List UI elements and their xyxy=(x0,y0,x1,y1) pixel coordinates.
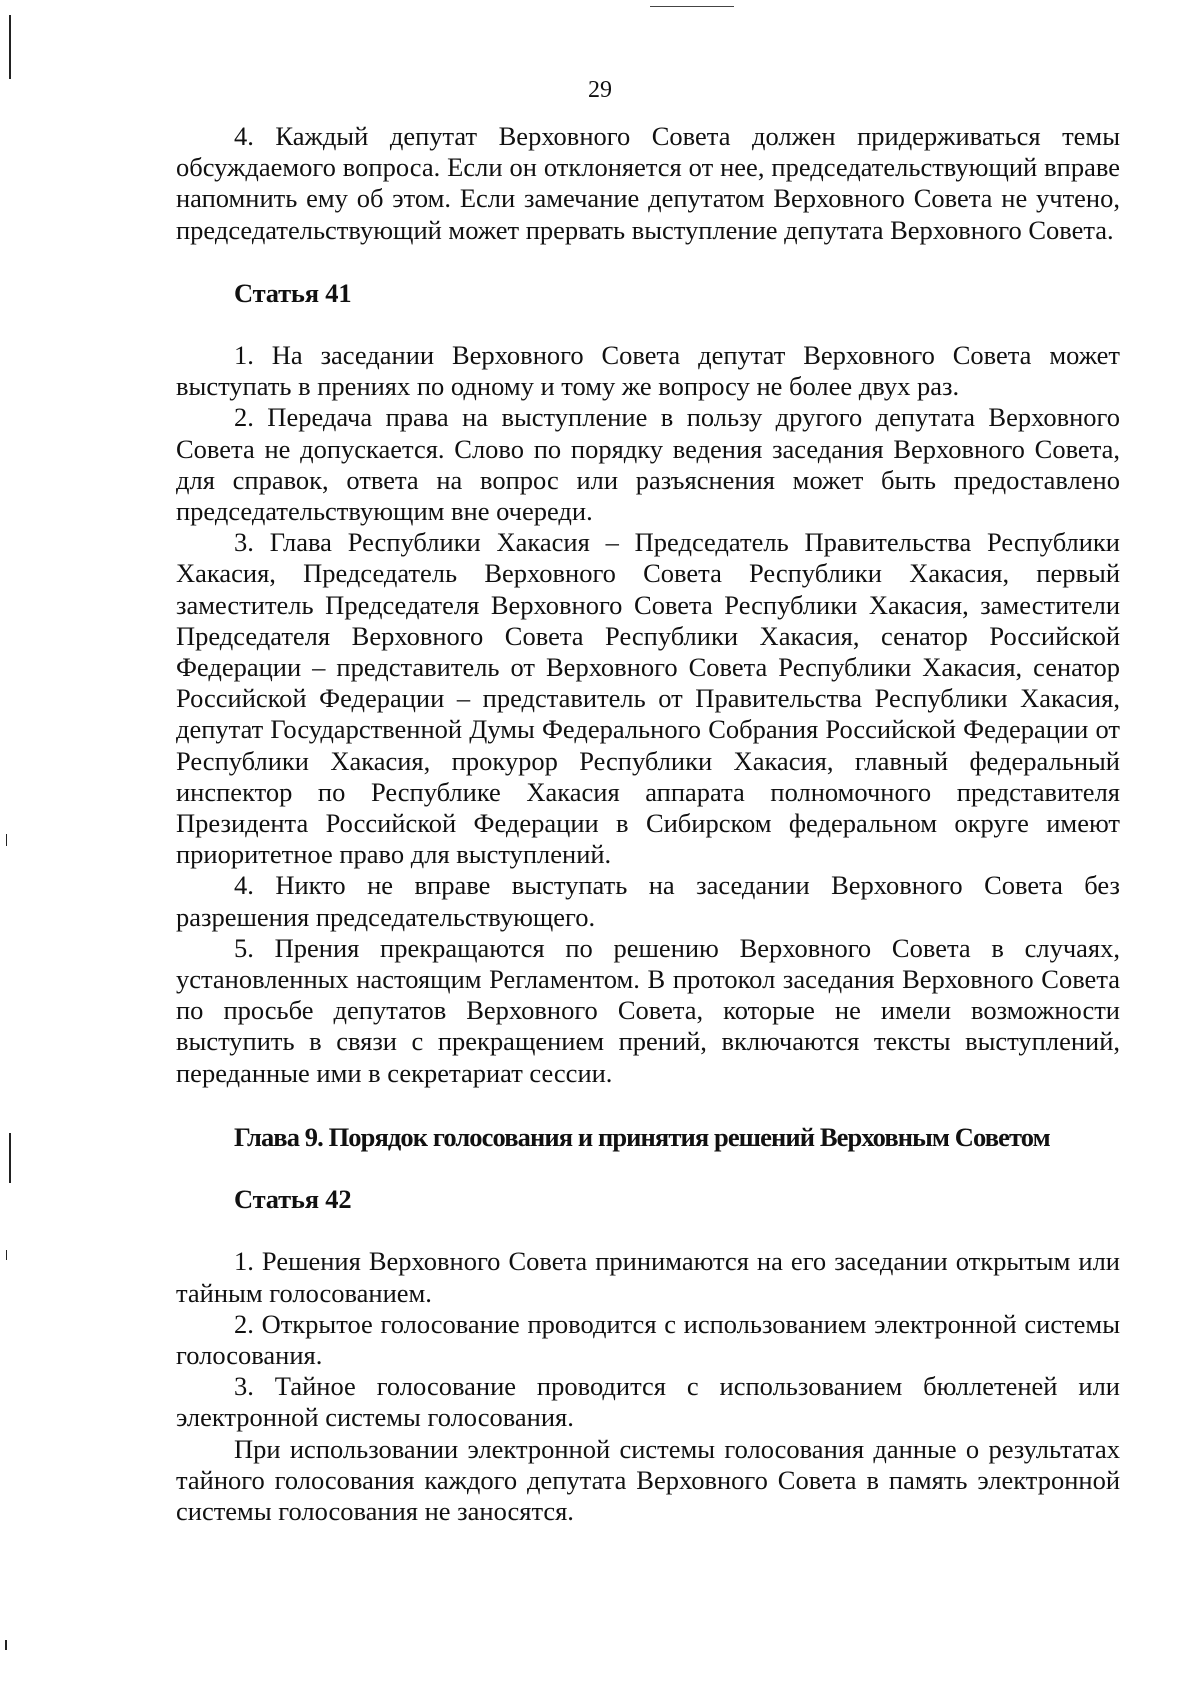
paragraph: 2. Открытое голосование проводится с использованием электронной системы голосования. xyxy=(176,1308,1120,1370)
article-heading: Статья 42 xyxy=(234,1184,352,1215)
scan-mark xyxy=(9,1133,11,1183)
paragraph: 4. Никто не вправе выступать на заседании Верховного Совета без разрешения председательствующего. xyxy=(176,870,1120,932)
paragraph: 3. Глава Республики Хакасия – Председатель Правительства Республики Хакасия, Председатель Верховного Совета Республики Хакасия, первый заместитель Председателя Верховного Совета Республики Хакасия, заместители Председателя Верховного Совета Республики Хакасия, сенатор Российской Федерации – представитель от Верховного Совета Республики Хакасия, сенатор Российской Федерации – представитель от Правительства Республики Хакасия, депутат Государственной Думы Федерального Собрания Российской Федерации от Республики Хакасия, прокурор Республики Хакасия, главный федеральный инспектор по Республике Хакасия аппарата полномочного представителя Президента Российской Федерации в Сибирском федеральном округе имеют приоритетное право для выступлений. xyxy=(176,527,1120,870)
paragraph: 2. Передача права на выступление в пользу другого депутата Верховного Совета не допускается. Слово по порядку ведения заседания Верховного Совета, для справок, ответа на вопрос или разъяснения может быть предоставлено председательствующим вне очереди. xyxy=(176,402,1120,527)
scan-mark xyxy=(9,15,11,79)
paragraph: 4. Каждый депутат Верховного Совета должен придерживаться темы обсуждаемого вопроса. Если он отклоняется от нее, председательствующий вправе напомнить ему об этом. Если замечание депутатом Верховного Совета не учтено, председательствующий может прервать выступление депутата Верховного Совета. xyxy=(176,121,1120,245)
chapter-heading: Глава 9. Порядок голосования и принятия решений Верховным Советом xyxy=(234,1121,1050,1152)
paragraph: 1. На заседании Верховного Совета депутат Верховного Совета может выступать в прениях по одному и тому же вопросу не более двух раз. xyxy=(176,340,1120,402)
paragraph: При использовании электронной системы голосования данные о результатах тайного голосования каждого депутата Верховного Совета в память электронной системы голосования не заносятся. xyxy=(176,1433,1120,1526)
document-body xyxy=(176,121,1120,1527)
scan-mark xyxy=(5,1640,7,1650)
paragraph: 3. Тайное голосование проводится с использованием бюллетеней или электронной системы голосования. xyxy=(176,1371,1120,1433)
scan-mark xyxy=(6,834,7,846)
article-heading: Статья 41 xyxy=(234,277,352,308)
scan-mark xyxy=(6,1250,7,1260)
paragraph: 1. Решения Верховного Совета принимаются на его заседании открытым или тайным голосованием. xyxy=(176,1246,1120,1308)
scan-mark xyxy=(650,6,734,7)
paragraph: 5. Прения прекращаются по решению Верховного Совета в случаях, установленных настоящим Регламентом. В протокол заседания Верховного Совета по просьбе депутатов Верховного Совета, которые не имели возможности выступить в связи с прекращением прений, включаются тексты выступлений, переданные ими в секретариат сессии. xyxy=(176,932,1120,1088)
page-number: 29 xyxy=(588,77,612,103)
